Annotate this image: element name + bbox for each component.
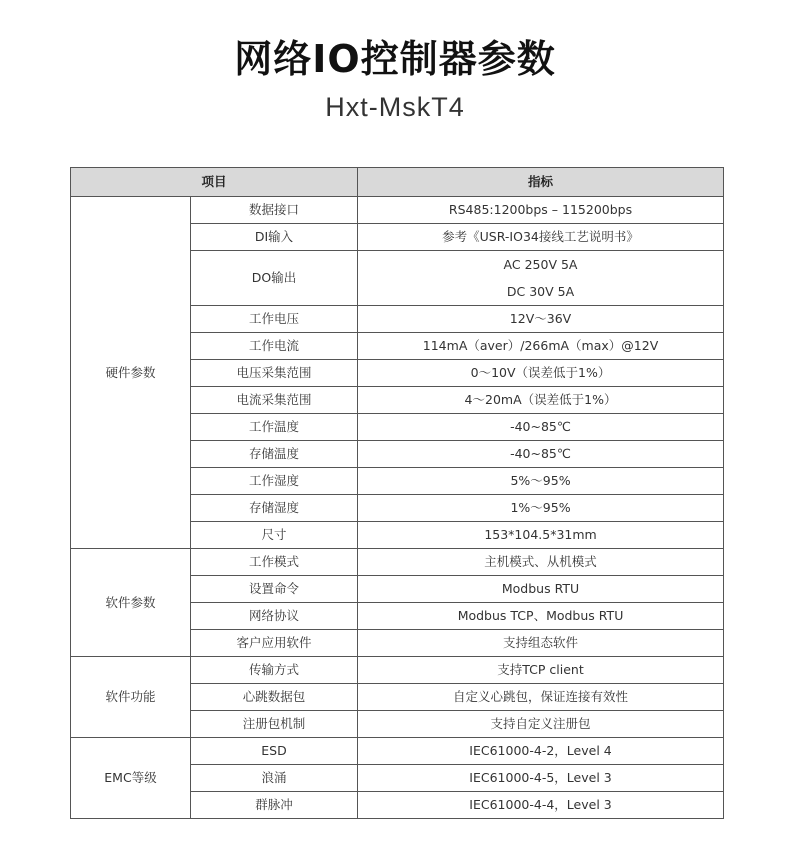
spec-cell: 支持TCP client <box>358 657 724 684</box>
item-cell: ESD <box>191 738 358 765</box>
item-cell: 心跳数据包 <box>191 684 358 711</box>
category-cell: 软件功能 <box>71 657 191 738</box>
item-cell: 设置命令 <box>191 576 358 603</box>
table-row <box>71 549 724 576</box>
spec-cell <box>358 251 724 306</box>
spec-cell: 参考《USR-IO34接线工艺说明书》 <box>358 224 724 251</box>
model-subtitle: Hxt-MskT4 <box>325 92 465 122</box>
spec-line: DC 30V 5A <box>506 284 575 299</box>
spec-cell: 1%～95% <box>358 495 724 522</box>
item-cell: 工作电流 <box>191 333 358 360</box>
spec-cell: 主机模式、从机模式 <box>358 549 724 576</box>
item-cell: 群脉冲 <box>191 792 358 819</box>
table-row <box>71 657 724 684</box>
item-cell: DO输出 <box>191 251 358 306</box>
item-cell: 电压采集范围 <box>191 360 358 387</box>
page-title: 网络IO控制器参数 <box>234 37 556 81</box>
item-cell: 注册包机制 <box>191 711 358 738</box>
item-cell: 工作温度 <box>191 414 358 441</box>
item-cell: 存储湿度 <box>191 495 358 522</box>
item-cell: 浪涌 <box>191 765 358 792</box>
category-cell: 软件参数 <box>71 549 191 657</box>
spec-cell: IEC61000-4-5，Level 3 <box>358 765 724 792</box>
item-cell: 工作湿度 <box>191 468 358 495</box>
spec-cell: Modbus RTU <box>358 576 724 603</box>
spec-cell: -40~85℃ <box>358 441 724 468</box>
table-row <box>71 738 724 765</box>
item-cell: 数据接口 <box>191 197 358 224</box>
table-row <box>71 197 724 224</box>
spec-cell: 0～10V（误差低于1%） <box>358 360 724 387</box>
category-cell: 硬件参数 <box>71 197 191 549</box>
item-cell: 传输方式 <box>191 657 358 684</box>
item-cell: 存储温度 <box>191 441 358 468</box>
spec-cell: 4～20mA（误差低于1%） <box>358 387 724 414</box>
spec-cell: IEC61000-4-4，Level 3 <box>358 792 724 819</box>
spec-cell: 153*104.5*31mm <box>358 522 724 549</box>
item-cell: 尺寸 <box>191 522 358 549</box>
spec-table <box>70 167 724 819</box>
spec-cell: -40~85℃ <box>358 414 724 441</box>
spec-cell: 支持组态软件 <box>358 630 724 657</box>
spec-cell: IEC61000-4-2，Level 4 <box>358 738 724 765</box>
category-cell: EMC等级 <box>71 738 191 819</box>
spec-line: AC 250V 5A <box>503 257 578 272</box>
item-cell: 电流采集范围 <box>191 387 358 414</box>
spec-cell: 114mA（aver）/266mA（max）@12V <box>358 333 724 360</box>
spec-cell: 5%～95% <box>358 468 724 495</box>
item-cell: DI输入 <box>191 224 358 251</box>
table-body <box>71 197 724 819</box>
header-spec: 指标 <box>358 168 724 197</box>
header-item: 项目 <box>71 168 358 197</box>
item-cell: 网络协议 <box>191 603 358 630</box>
item-cell: 工作模式 <box>191 549 358 576</box>
spec-cell: RS485:1200bps – 115200bps <box>358 197 724 224</box>
spec-cell: Modbus TCP、Modbus RTU <box>358 603 724 630</box>
spec-cell: 12V～36V <box>358 306 724 333</box>
spec-cell: 自定义心跳包，保证连接有效性 <box>358 684 724 711</box>
table-header-row <box>71 168 724 197</box>
item-cell: 工作电压 <box>191 306 358 333</box>
spec-cell: 支持自定义注册包 <box>358 711 724 738</box>
item-cell: 客户应用软件 <box>191 630 358 657</box>
